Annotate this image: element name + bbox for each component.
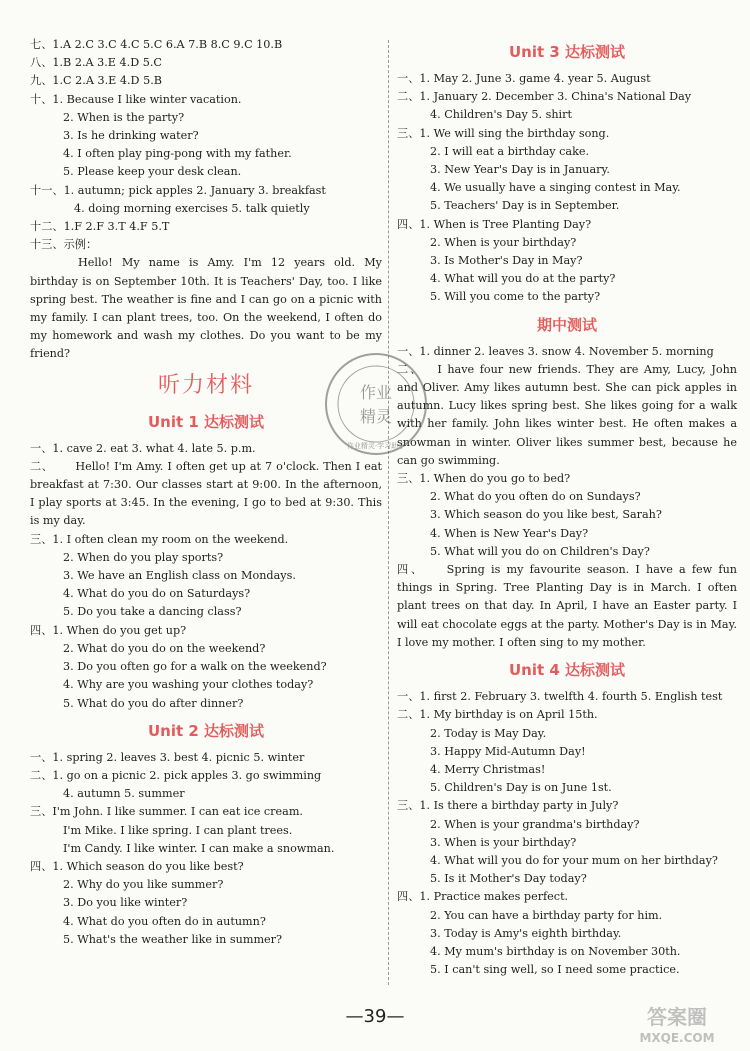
answer-line: 5. I can't sing well, so I need some practice. — [430, 963, 680, 977]
answer-line: 三、1. When do you go to bed? — [397, 472, 571, 486]
unit1-part2-label: 二、 — [30, 459, 54, 473]
answer-line: 八、1.B 2.A 3.E 4.D 5.C — [30, 56, 162, 70]
answer-line: 4. We usually have a singing contest in May. — [430, 181, 681, 195]
answer-line: 4. My mum's birthday is on November 30th. — [430, 944, 681, 958]
answer-line: 四、1. Practice makes perfect. — [397, 890, 569, 904]
midterm-part2-label: 二、 — [397, 362, 424, 376]
answer-line: 4. What do you often do in autumn? — [63, 914, 266, 928]
stamp-text-bottom: 精灵 — [359, 407, 393, 426]
answer-line: 三、I'm John. I like summer. I can eat ice cream. — [30, 805, 303, 819]
answer-line: 2. When is the party? — [63, 110, 185, 124]
answer-line: 三、1. Is there a birthday party in July? — [397, 799, 619, 813]
answer-line: 4. When is New Year's Day? — [430, 526, 589, 540]
exercise-answers-7-13 — [30, 36, 382, 254]
answer-line: 2. What do you often do on Sundays? — [430, 490, 641, 504]
sample-essay: Hello! My name is Amy. I'm 12 years old. My birthday is on September 10th. It is Teachers' Day, too. I like spring best. The weather is fine and I can go on a picnic with my family. I can plant trees, too. On the weekend, I often do my homework and wash my clothes. Do you want to be my friend? — [30, 256, 382, 361]
answer-line: 三、1. We will sing the birthday song. — [397, 126, 610, 140]
answer-line: 5. Teachers' Day is in September. — [430, 199, 620, 213]
answer-line: 3. Do you like winter? — [63, 896, 188, 910]
answer-line: 二、1. My birthday is on April 15th. — [397, 708, 598, 722]
answer-line: 二、1. go on a picnic 2. pick apples 3. go swimming — [30, 768, 322, 782]
stamp-text-ring: 作业精灵·学习助手 — [346, 442, 406, 450]
answer-line: 2. Why do you like summer? — [63, 878, 224, 892]
unit1-parts3-4 — [30, 531, 382, 713]
answer-line: 四、1. When is Tree Planting Day? — [397, 217, 592, 231]
midterm-title: 期中测试 — [536, 315, 597, 334]
answer-line: 四、1. When do you get up? — [30, 623, 187, 637]
answer-line: I'm Mike. I like spring. I can plant trees. — [63, 823, 293, 837]
answer-line: 2. When is your birthday? — [430, 235, 577, 249]
answer-line: 九、1.C 2.A 3.E 4.D 5.B — [30, 74, 162, 88]
watermark-domain: MXQE.COM — [639, 1031, 715, 1045]
answer-line: 2. I will eat a birthday cake. — [430, 144, 590, 158]
answer-line: 三、1. I often clean my room on the weekend. — [30, 532, 289, 546]
answer-line: 七、1.A 2.C 3.C 4.C 5.C 6.A 7.B 8.C 9.C 10.B — [30, 38, 283, 51]
answer-line: 4. Why are you washing your clothes today? — [63, 678, 314, 692]
unit1-part2-text: Hello! I'm Amy. I often get up at 7 o'clock. Then I eat breakfast at 7:30. Our classes start at 9:00. In the afternoon, I play sports at 3:45. In the evening, I go to bed at 9:30. This is my day. — [30, 459, 382, 528]
answer-line: 十、1. Because I like winter vacation. — [30, 92, 242, 106]
answer-line: 4. Children's Day 5. shirt — [430, 108, 572, 122]
answer-line: 2. When do you play sports? — [63, 550, 224, 564]
midterm-part4-paragraph — [397, 561, 737, 652]
midterm-part4-label: 四、 — [397, 563, 425, 577]
unit2-title: Unit 2 达标测试 — [147, 721, 265, 740]
answer-line: 5. Do you take a dancing class? — [63, 605, 242, 619]
column-divider — [388, 40, 389, 985]
answer-line: I'm Candy. I like winter. I can make a snowman. — [63, 841, 335, 855]
answer-line: 4. What do you do on Saturdays? — [63, 587, 251, 601]
site-watermark-logo — [612, 1002, 742, 1046]
answer-line: 十一、1. autumn; pick apples 2. January 3. breakfast — [30, 183, 326, 197]
answer-line: 5. What's the weather like in summer? — [63, 932, 283, 946]
answer-line: 一、1. spring 2. leaves 3. best 4. picnic 5. winter — [30, 750, 305, 764]
answer-line: 3. New Year's Day is in January. — [430, 163, 610, 177]
unit3-title: Unit 3 达标测试 — [508, 43, 626, 61]
answer-line: 4. I often play ping-pong with my father. — [63, 147, 292, 161]
answer-line: 5. Will you come to the party? — [430, 290, 601, 304]
watermark-main: 答案圈 — [647, 1005, 707, 1029]
answer-line: 十三、示例： — [30, 238, 98, 252]
unit4-answers — [397, 688, 737, 979]
stamp-seal-icon — [322, 350, 430, 458]
answer-line: 3. Which season do you like best, Sarah? — [430, 508, 662, 522]
unit3-answers — [397, 70, 737, 307]
answer-line: 4. autumn 5. summer — [63, 787, 185, 801]
answer-line: 3. Do you often go for a walk on the weekend? — [63, 660, 327, 674]
answer-line: 4. What will you do for your mum on her birthday? — [430, 853, 718, 867]
midterm-part1 — [397, 343, 737, 361]
answer-line: 4. What will you do at the party? — [430, 272, 616, 286]
answer-line: 四、1. Which season do you like best? — [30, 859, 244, 873]
midterm-part3 — [397, 470, 737, 561]
answer-line: 2. You can have a birthday party for him. — [430, 908, 663, 922]
answer-line: 3. Today is Amy's eighth birthday. — [430, 926, 622, 940]
left-column — [30, 36, 382, 949]
answer-line: 一、1. cave 2. eat 3. what 4. late 5. p.m. — [30, 441, 256, 455]
page-number: —39— — [345, 1006, 405, 1027]
stamp-text-top: 作业 — [359, 383, 393, 402]
unit4-title: Unit 4 达标测试 — [508, 661, 626, 680]
answer-line: 2. When is your grandma's birthday? — [430, 817, 640, 831]
answer-line: 2. Today is May Day. — [430, 726, 547, 740]
answer-line: 3. Is Mother's Day in May? — [430, 254, 583, 268]
unit1-part2-paragraph — [30, 458, 382, 531]
answer-line: 二、1. January 2. December 3. China's National Day — [397, 90, 692, 104]
right-column — [397, 36, 737, 979]
answer-line: 5. What do you do after dinner? — [63, 696, 244, 710]
answer-line: 3. Happy Mid-Autumn Day! — [430, 744, 586, 758]
answer-line: 4. doing morning exercises 5. talk quietly — [74, 201, 310, 215]
answer-line: 5. What will you do on Children's Day? — [430, 544, 650, 558]
answer-line: 5. Is it Mother's Day today? — [430, 872, 587, 886]
answer-line: 一、1. May 2. June 3. game 4. year 5. August — [397, 72, 651, 85]
unit2-answers — [30, 749, 382, 949]
midterm-part4-text: Spring is my favourite season. I have a few fun things in Spring. Tree Planting Day is in March. I often plant trees on that day. In April, I have an Easter party. I will eat chocolate eggs at the party. Mother's Day is in May. I love my mother. I often sing to my mother. — [397, 563, 737, 649]
answer-line: 十二、1.F 2.F 3.T 4.F 5.T — [30, 220, 170, 234]
answer-line: 3. When is your birthday? — [430, 835, 577, 849]
answer-line: 一、1. first 2. February 3. twelfth 4. fourth 5. English test — [397, 690, 723, 704]
answer-line: 3. Is he drinking water? — [63, 129, 199, 143]
answer-line: 5. Children's Day is on June 1st. — [430, 781, 612, 795]
listening-materials-title: 听力材料 — [157, 372, 254, 398]
unit1-title: Unit 1 达标测试 — [147, 412, 265, 431]
answer-line: 5. Please keep your desk clean. — [63, 165, 242, 179]
answer-line: 一、1. dinner 2. leaves 3. snow 4. November 5. morning — [397, 344, 714, 358]
answer-line: 4. Merry Christmas! — [430, 762, 546, 776]
answer-line: 2. What do you do on the weekend? — [63, 641, 266, 655]
midterm-part2-text: I have four new friends. They are Amy, Lucy, John and Oliver. Amy likes autumn best. She can pick apples in autumn. Lucy likes spring best. She likes going for a walk with her family. John likes winter best. He often makes a snowman in winter. Oliver likes summer best, because he can go swimming. — [397, 362, 737, 467]
answer-line: 3. We have an English class on Mondays. — [63, 569, 296, 583]
midterm-part2-paragraph — [397, 361, 737, 470]
